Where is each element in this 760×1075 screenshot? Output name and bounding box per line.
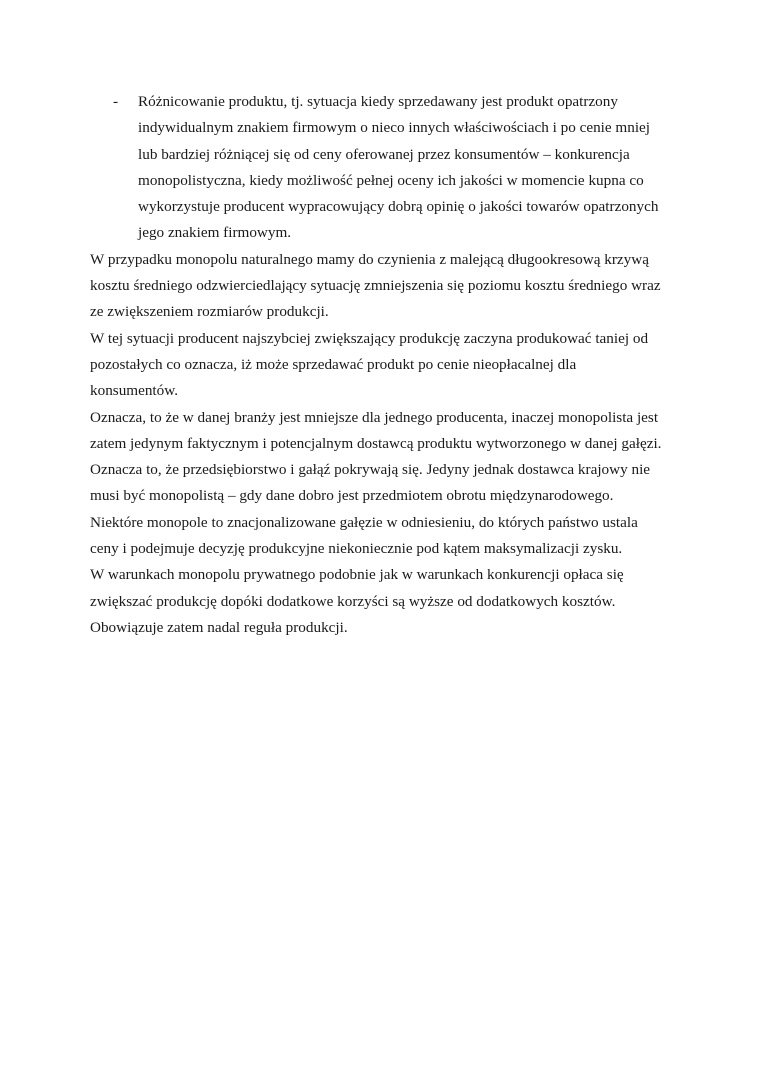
body-text-line: ceny i podejmuje decyzję produkcyjne niekoniecznie pod kątem maksymalizacji zysku. — [90, 540, 623, 558]
body-text-line: Niektóre monopole to znacjonalizowane gałęzie w odniesieniu, do których państwo ustala — [90, 513, 638, 531]
body-text-line: ze zwiększeniem rozmiarów produkcji. — [90, 303, 329, 321]
bullet-text-line: Różnicowanie produktu, tj. sytuacja kiedy sprzedawany jest produkt opatrzony — [138, 93, 618, 110]
body-text-line: W warunkach monopolu prywatnego podobnie jak w warunkach konkurencji opłaca się — [90, 566, 624, 584]
body-text-line: kosztu średniego odzwierciedlający sytuację zmniejszenia się poziomu kosztu średniego wraz — [90, 277, 661, 295]
body-text-line: zatem jedynym faktycznym i potencjalnym dostawcą produktu wytworzonego w danej gałęzi. — [90, 434, 662, 452]
bullet-text-line: indywidualnym znakiem firmowym o nieco innych właściwościach i po cenie mniej — [138, 119, 651, 137]
body-text-line: Oznacza, to że w danej branży jest mniejsze dla jednego producenta, inaczej monopolista jest — [90, 408, 659, 426]
body-text-line: konsumentów. — [90, 382, 179, 400]
body-text-line: musi być monopolistą – gdy dane dobro jest przedmiotem obrotu międzynarodowego. — [90, 487, 614, 505]
body-text-line: zwiększać produkcję dopóki dodatkowe korzyści są wyższe od dodatkowych kosztów. — [90, 592, 616, 610]
bullet-list-item — [90, 89, 680, 247]
bullet-text-line: wykorzystuje producent wypracowujący dobrą opinię o jakości towarów opatrzonych — [138, 198, 659, 216]
document-body — [90, 89, 680, 641]
body-text-line: W tej sytuacji producent najszybciej zwiększający produkcję zaczyna produkować taniej od — [90, 329, 649, 347]
body-text-line: Obowiązuje zatem nadal reguła produkcji. — [90, 618, 348, 636]
bullet-text-line: jego znakiem firmowym. — [138, 224, 292, 242]
bullet-text-line: monopolistyczna, kiedy możliwość pełnej oceny ich jakości w momencie kupna co — [138, 171, 644, 189]
body-text-line: pozostałych co oznacza, iż może sprzedawać produkt po cenie nieopłacalnej dla — [90, 355, 577, 373]
bullet-marker: - — [113, 93, 119, 110]
paragraph-block — [90, 247, 680, 641]
bullet-text-line: lub bardziej różniącej się od ceny oferowanej przez konsumentów – konkurencja — [138, 145, 630, 163]
body-text-line: W przypadku monopolu naturalnego mamy do czynienia z malejącą długookresową krzywą — [90, 250, 649, 268]
body-text-line: Oznacza to, że przedsiębiorstwo i gałąź pokrywają się. Jedyny jednak dostawca krajowy nie — [90, 461, 651, 479]
